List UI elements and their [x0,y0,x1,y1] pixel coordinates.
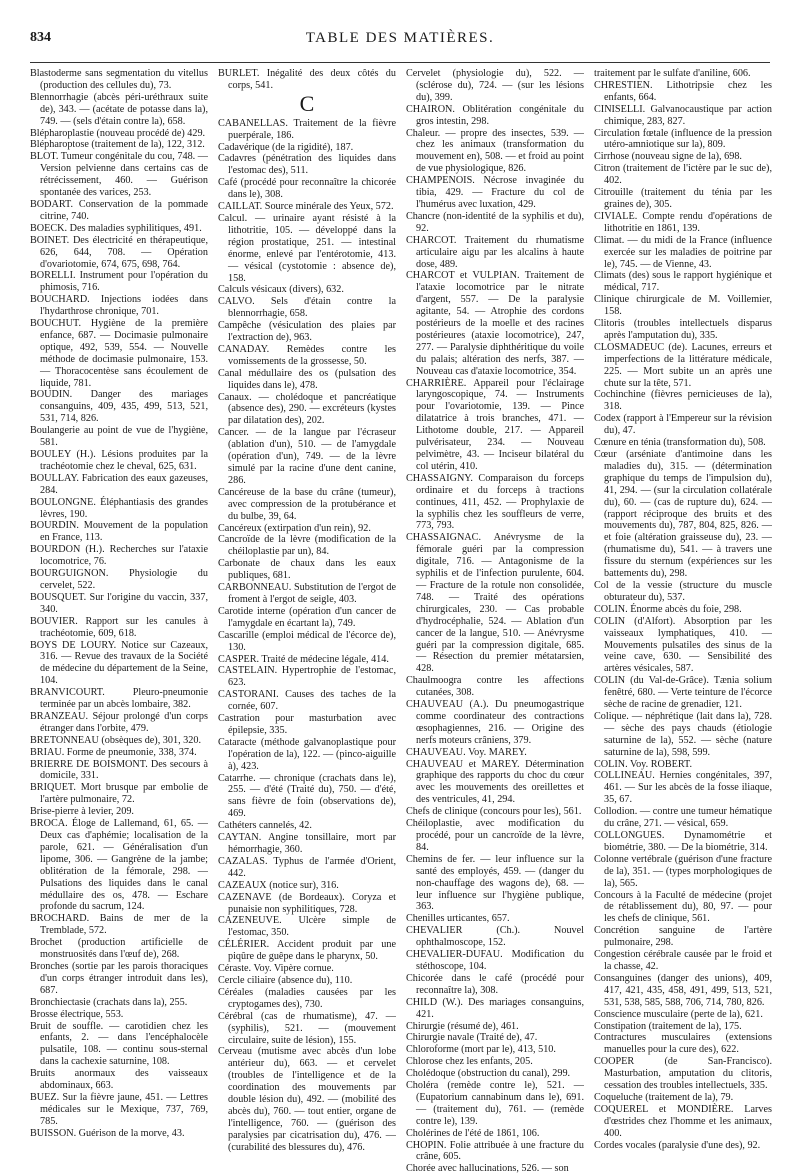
index-entry: Cholédoque (obstruction du canal), 299. [406,1068,571,1080]
index-entry: COLIN (du Val-de-Grâce). Tænia solium fenêtré, 680. — Verte teinture de l'écorce sèche de racine de grenadier, 121. [594,675,772,711]
index-column-2 [218,68,396,1153]
index-entry: Brosse électrique, 553. [30,1008,124,1020]
index-entry: Cholérines de l'été de 1861, 106. [406,1127,540,1139]
index-entry: Contractures musculaires (extensions manuelles pour la cure des), 622. [594,1032,772,1056]
index-entry: CHARCOT et VULPIAN. Traitement de l'ataxie locomotrice par le nitrate d'argent, 557. — De la paralysie agitante, 54. — Atrophie des cordons postérieurs de la moelle et des racines postérieures (ataxie locomotrice), 247, 277. — Paralysie diphthéritique du voile du palais; altération des nerfs, 387. — Nouveau cas d'ataxie locomotrice, 354. [406,270,584,377]
index-entry: Carbonate de chaux dans les eaux publiques, 681. [218,558,396,582]
index-entry: Citrouille (traitement du ténia par les graines de), 305. [594,187,772,210]
page-header [30,30,770,54]
index-entry: CAZENEUVE. Ulcère simple de l'estomac, 350. [218,915,396,939]
index-entry: Cadavérique (de la rigidité), 187. [218,141,354,153]
index-entry: BOULLAY. Fabrication des eaux gazeuses, 284. [30,472,208,496]
index-entry: BRANVICOURT. Pleuro-pneumonie terminée par un abcès lombaire, 382. [30,687,208,711]
index-entry: CALVO. Sels d'étain contre la blennorrhagie, 658. [218,296,396,320]
index-entry: BOULEY (H.). Lésions produites par la trachéotomie chez le cheval, 625, 631. [30,449,208,472]
index-entry: Cercle ciliaire (absence du), 110. [218,974,353,986]
index-entry: BLOT. Tumeur congénitale du cou, 748. — Version pelvienne dans certains cas de rétrécissement, 460. — Guérison spontanée des varices, 253. [30,151,208,199]
index-entry: BURLET. Inégalité des deux côtés du corps, 541. [218,68,396,91]
index-entry: CHAIRON. Oblitération congénitale du gros intestin, 298. [406,103,584,127]
index-entry: COQUEREL et MONDIÈRE. Larves d'œstrides chez l'homme et les animaux, 400. [594,1103,772,1139]
index-entry: Chorée avec hallucinations, 526. — son [406,1163,569,1175]
index-entry: Chicorée dans le café (procédé pour reconnaître la), 308. [406,972,584,996]
index-entry: CLOSMADEUC (de). Lacunes, erreurs et imperfections de la littérature médicale, 225. — Mort subite un an après une chute sur la tête, 571. [594,341,772,389]
index-entry: Bronches (sortie par les parois thoraciques d'un corps étranger introduit dans les), 687. [30,960,208,996]
index-entry: CASTORANI. Causes des taches de la cornée, 607. [218,689,396,713]
index-entry: Chancre (non-identité de la syphilis et du), 92. [406,210,584,234]
index-entry: CANADAY. Remèdes contre les vomissements de la grossesse, 50. [218,343,396,367]
index-entry: CAZEAUX (notice sur), 316. [218,879,339,891]
index-entry: Cancéreux (extirpation d'un rein), 92. [218,522,371,534]
index-entry: CABANELLAS. Traitement de la fièvre puerpérale, 186. [218,117,396,141]
index-entry: Col de la vessie (structure du muscle obturateur du), 537. [594,579,772,603]
index-column-3 [406,68,584,1175]
index-entry: Bronchiectasie (crachats dans la), 255. [30,996,188,1008]
index-entry: CHARRIÈRE. Appareil pour l'éclairage laryngoscopique, 74. — Instruments pour l'ovariotomie, 139. — Pince dilatatrice à trois branches, 471. — Lithotome double, 217. — Appareil pulvérisateur, 234. — Nouveau pelvimètre, 43. — Inciseur bilatéral du col utérin, 410. [406,377,584,472]
index-entry: Cérébral (cas de rhumatisme), 47. — (syphilis), 521. — (mouvement circulaire, suite de lésion), 155. [218,1010,396,1046]
index-entry: CHEVALIER (Ch.). Nouvel ophthalmoscope, 152. [406,925,584,949]
index-entry: CAZENAVE (de Bordeaux). Coryza et punaisie non syphilitiques, 728. [218,891,396,915]
index-entry: CHAUVEAU. Voy. MAREY. [406,746,527,758]
index-entry: Constipation (traitement de la), 175. [594,1020,742,1032]
index-entry: Chaleur. — propre des insectes, 539. — chez les animaux (transformation du mouvement en), 508. — et froid au point de vue physiologique, 826. [406,127,584,175]
index-entry: Cathéters cannelés, 42. [218,820,312,832]
index-entry: BOURGUIGNON. Physiologie du cervelet, 522. [30,568,208,591]
index-entry: BUEZ. Sur la fièvre jaune, 451. — Lettres médicales sur le Mexique, 737, 769, 785. [30,1091,208,1127]
index-entry: Café (procédé pour reconnaître la chicorée dans le), 308. [218,177,396,201]
index-entry: Cervelet (physiologie du), 522. — (sclérose du), 724. — (sur les lésions du), 399. [406,68,584,103]
index-entry: Canal médullaire des os (pulsation des liquides dans le), 478. [218,367,396,391]
index-entry: BODART. Conservation de la pommade citrine, 740. [30,198,208,222]
header-rule [30,62,770,63]
index-entry: CIVIALE. Compte rendu d'opérations de lithotritie en 1861, 139. [594,210,772,234]
index-entry: CHAUVEAU et MAREY. Détermination graphique des rapports du choc du cœur avec les mouvements des oreillettes et des ventricules, 41, 294. [406,758,584,806]
index-entry: Brochet (production artificielle de monstruosités dans l'œuf de), 268. [30,937,208,961]
index-entry: CHEVALIER-DUFAU. Modification du stéthoscope, 104. [406,949,584,972]
page-number: 834 [30,30,51,45]
index-entry: Calcul. — urinaire ayant résisté à la lithotritie, 105. — développé dans la région prostatique, 251. — intestinal énorme, enlevé par l'entérotomie, 413. — vésical (cystotomie : absence de), 158. [218,212,396,284]
index-entry: Cancéreuse de la base du crâne (tumeur), avec compression de la protubérance et du bulbe, 39, 64. [218,486,396,522]
index-entry: Conscience musculaire (perte de la), 621. [594,1008,763,1020]
index-entry: Carotide interne (opération d'un cancer de l'amygdale en écartant la), 749. [218,605,396,629]
index-entry: Castration pour masturbation avec épilepsie, 335. [218,713,396,736]
index-entry: CHOPIN. Folie attribuée à une fracture du crâne, 605. [406,1139,584,1163]
index-entry: COLLONGUES. Dynamométrie et biométrie, 380. — De la biométrie, 314. [594,830,772,853]
index-entry: CÉLÉRIER. Accident produit par une piqûre de guêpe dans le pharynx, 50. [218,939,396,963]
index-entry: CASTELAIN. Hypertrophie de l'estomac, 623. [218,665,396,689]
index-entry: CHAMPENOIS. Nécrose invaginée du tibia, 429. — Fracture du col de l'humérus avec luxation, 429. [406,175,584,210]
index-entry: Cochinchine (fièvres pernicieuses de la), 318. [594,389,772,413]
index-entry: Canaux. — cholédoque et pancréatique (absence des), 290. — excréteurs (kystes par dilatation des), 202. [218,391,396,427]
index-entry: Colique. — néphrétique (lait dans la), 728. — sèche des pays chauds (étiologie saturnine de la), 552. — sèche (nature saturnine de la), 598, 599. [594,710,772,758]
index-entry: Céréales (maladies causées par les cryptogames des), 730. [218,986,396,1010]
index-entry: Cancer. — de la langue par l'écraseur (ablation d'un), 510. — de l'amygdale (opération d'un), 749. — de la lèvre simulé par la racine d'une dent canine, 286. [218,427,396,486]
index-entry: COLIN. Énorme abcès du foie, 298. [594,603,742,615]
index-entry: Chaulmoogra contre les affections cutanées, 308. [406,675,584,699]
index-entry: BOECK. Des maladies syphilitiques, 491. [30,222,202,234]
index-entry: Céraste. Voy. Vipère cornue. [218,963,334,975]
index-entry: Citron (traitement de l'ictère par le suc de), 402. [594,163,772,187]
index-entry: Choléra (remède contre le), 521. — (Eupatorium cannabinum dans le), 691. — (traitement du), 761. — (remède contre le), 139. [406,1080,584,1127]
index-entry: Campêche (vésiculation des plaies par l'extraction de), 963. [218,320,396,344]
index-entry: BOURDON (H.). Recherches sur l'ataxie locomotrice, 76. [30,544,208,568]
section-letter: C [299,90,315,116]
index-entry: BROCHARD. Bains de mer de la Tremblade, 572. [30,913,208,937]
index-entry: Chirurgie (résumé de), 461. [406,1020,519,1032]
index-entry: Cerveau (mutisme avec abcès d'un lobe antérieur du), 663. — et cervelet (troubles de l'intelligence et de la coordination des mouvements par double lésion du), 492. — (mobilité des abcès du), 760. — tout entier, organe de l'intelligence, 760. — (guérison des paralysies par cicatrisation du), 476. — (curabilité des blessures du), 476. [218,1046,396,1153]
index-entry: Cascarille (emploi médical de l'écorce de), 130. [218,629,396,653]
index-columns [30,68,772,1175]
index-entry: BROCA. Éloge de Lallemand, 61, 65. — Deux cas d'aphémie; localisation de la parole, 621. — Généralisation d'un lipome, 306. — Gangrène de la jambe; oblitération de la fémorale, 298. — Pulsations des liquides dans le canal médullaire des os, 478. — Eschare profonde du sacrum, 124. [30,818,208,913]
index-entry: BUISSON. Guérison de la morve, 43. [30,1127,185,1139]
index-entry: CHAUVEAU (A.). Du pneumogastrique comme coordinateur des contractions œsophagiennes, 216. — Origine des nerfs moteurs crâniens, 379. [406,699,584,746]
index-entry: Consanguines (danger des unions), 409, 417, 421, 435, 458, 491, 499, 513, 521, 531, 538, 585, 588, 706, 714, 780, 826. [594,972,772,1008]
index-entry: Congestion cérébrale causée par le froid et la chasse, 42. [594,949,772,972]
index-entry: Concrétion sanguine de l'artère pulmonaire, 298. [594,925,772,949]
index-entry: CHRESTIEN. Lithotripsie chez les enfants, 664. [594,79,772,103]
index-entry: Circulation fœtale (influence de la pression utéro-amniotique sur la), 809. [594,127,772,151]
index-entry: Cancroïde de la lèvre (modification de la chéiloplastie par un), 84. [218,534,396,558]
index-entry: BRIAU. Forme de pneumonie, 338, 374. [30,746,197,758]
index-entry: Clitoris (troubles intellectuels disparus après l'amputation du), 335. [594,318,772,341]
index-entry: BOUDIN. Danger des mariages consanguins, 409, 435, 499, 513, 521, 531, 714, 826. [30,389,208,425]
index-entry: BRANZEAU. Séjour prolongé d'un corps étranger dans l'orbite, 479. [30,710,208,734]
index-entry: CHASSAIGNY. Comparaison du forceps ordinaire et du forceps à tractions continues, 411, 452. — Prophylaxie de la syphilis chez les souffleurs de verre, 773, 793. [406,472,584,532]
index-entry: Collodion. — contre une tumeur hématique du crâne, 271. — vésical, 659. [594,806,772,830]
index-entry: Boulangerie au point de vue de l'hygiène, 581. [30,425,208,449]
index-entry: CAZALAS. Typhus de l'armée d'Orient, 442. [218,855,396,879]
index-entry: Brise-pierre à levier, 209. [30,806,134,818]
index-entry: Blastoderme sans segmentation du vitellus (production des cellules du), 73. [30,68,208,91]
index-entry: Calculs vésicaux (divers), 632. [218,284,344,296]
index-entry: Colonne vertébrale (guérison d'une fracture de la), 351. — (types morphologiques de la), 565. [594,853,772,889]
index-entry: Cœur (arséniate d'antimoine dans les maladies du), 315. — (détermination graphique du temps de l'impulsion du), 41, 294. — (sur la circulation collatérale du), 60. — (cas de rupture du), 624. — (rapport réciproque des bruits et des mouvements du), 787, 804, 825, 826. — et foie (altération graisseuse du), 23. — (rhumatisme du), 541. — à travers une fissure du sternum (expériences sur les battements du), 298. [594,449,772,580]
index-entry: Concours à la Faculté de médecine (projet de rétablissement du), 80, 97. — pour les chefs de clinique, 561. [594,889,772,925]
index-entry: CHILD (W.). Des mariages consanguins, 421. [406,996,584,1020]
index-entry: Bruit de souffle. — carotidien chez les enfants, 2. — dans l'encéphalocèle pulsatile, 108. — continu sous-sternal dans la cachexie saturnine, 108. [30,1020,208,1068]
index-entry: Cirrhose (nouveau signe de la), 698. [594,151,742,163]
index-entry: BOYS DE LOURY. Notice sur Cazeaux, 316. — Revue des travaux de la Société de médecine du département de la Seine, 104. [30,639,208,687]
index-entry: COOPER (de San-Francisco). Masturbation, amputation du clitoris, cessation des troubles intellectuels, 335. [594,1056,772,1092]
index-entry: BOUVIER. Rapport sur les canules à trachéotomie, 609, 618. [30,615,208,639]
index-entry: Coqueluche (traitement de la), 79. [594,1091,734,1103]
index-entry: BOURDIN. Mouvement de la population en France, 113. [30,520,208,544]
page-title: TABLE DES MATIÈRES. [305,30,495,46]
index-entry: Cataracte (méthode galvanoplastique pour l'opération de la), 122. — (pinco-aiguille à), 423. [218,736,396,772]
index-entry: Cordes vocales (paralysie d'une des), 92. [594,1139,761,1151]
index-column-4 [594,68,772,1151]
index-entry: CHARCOT. Traitement du rhumatisme articulaire aigu par les alcalins à haute dose, 489. [406,234,584,270]
index-entry: COLIN. Voy. ROBERT. [594,758,693,770]
index-entry: CAYTAN. Angine tonsillaire, mort par hémorrhagie, 360. [218,832,396,855]
index-entry: Blennorrhagie (abcès péri-uréthraux suite de), 343. — (acétate de potasse dans la), 749. — (sels d'étain contre la), 658. [30,91,208,127]
index-entry: CHASSAIGNAC. Anévrysme de la fémorale guéri par la compression digitale, 716. — Antagonisme de la syphilis et de l'infection purulente, 604. — Fracture de la rotule non consolidée, 748. — Traité des opérations chirurgicales, 230. — Cas probable d'hydrocéphalie, 524. — Ablation d'un cancer de la langue, 510. — Anévrysme guéri par la compression digitale, 685. — Résection du premier métatarsien, 428. [406,532,584,675]
index-entry: Blépharoptose (traitement de la), 122, 312. [30,139,205,151]
index-entry: CAILLAT. Source minérale des Yeux, 572. [218,201,394,213]
index-entry: BORELLI. Instrument pour l'opération du phimosis, 716. [30,270,208,294]
index-entry: Codex (rapport à l'Empereur sur la révision du), 47. [594,413,772,437]
index-entry: Climats (des) sous le rapport hygiénique et médical, 717. [594,270,772,294]
index-entry: Climat. — du midi de la France (influence exercée sur les maladies de poitrine par le), 745. — de Vienne, 43. [594,234,772,270]
index-entry: Chéiloplastie, avec modification du procédé, pour un cancroïde de la lèvre, 84. [406,818,584,853]
index-entry: Cadavres (pénétration des liquides dans l'estomac des), 511. [218,153,396,177]
index-entry: BRETONNEAU (obsèques de), 301, 320. [30,734,201,746]
index-entry: BOULONGNE. Éléphantiasis des grandes lèvres, 190. [30,496,208,520]
index-entry: CASPER. Traité de médecine légale, 414. [218,653,389,665]
index-entry: BOUCHARD. Injections iodées dans l'hydarthrose chronique, 701. [30,294,208,318]
index-entry: Clinique chirurgicale de M. Voillemier, 158. [594,294,772,318]
index-entry: CARBONNEAU. Substitution de l'ergot de froment à l'ergot de seigle, 403. [218,582,396,605]
index-entry: Chlorose chez les enfants, 205. [406,1056,533,1068]
index-entry: COLLINEAU. Hernies congénitales, 397, 461. — Sur les abcès de la fosse iliaque, 35, 67. [594,770,772,806]
index-entry: BRIERRE DE BOISMONT. Des secours à domicile, 331. [30,758,208,782]
index-entry: Chefs de clinique (concours pour les), 561. [406,806,582,818]
index-entry: Bruits anormaux des vaisseaux abdominaux, 663. [30,1068,208,1092]
index-entry: CINISELLI. Galvanocaustique par action chimique, 283, 827. [594,103,772,127]
index-entry: Chemins de fer. — leur influence sur la santé des employés, 459. — (danger du non-chauffage des wagons de), 68. — leur influence sur l'hygiène publique, 363. [406,853,584,913]
index-entry: Blépharoplastie (nouveau procédé de) 429. [30,127,206,139]
index-entry: BOINET. Des électricité en thérapeutique, 626, 644, 708. — Opération d'ovariotomie, 674, 675, 698, 764. [30,234,208,270]
index-entry: Chenilles urticantes, 657. [406,913,510,925]
index-entry: COLIN (d'Alfort). Absorption par les vaisseaux lymphatiques, 410. — Mouvements pulsatiles des sinus de la veine cave, 630. — Sensibilité des artères vésicales, 587. [594,615,772,675]
index-entry: BOUSQUET. Sur l'origine du vaccin, 337, 340. [30,591,208,615]
index-column-1 [30,68,208,1139]
index-entry: Chloroforme (mort par le), 413, 510. [406,1044,556,1056]
index-entry: traitement par le sulfate d'aniline, 606. [594,68,751,79]
index-entry: Catarrhe. — chronique (crachats dans le), 255. — d'été (Traité du), 750. — d'été, sans fièvre de foin (observations de), 469. [218,772,396,820]
index-entry: BRIQUET. Mort brusque par embolie de l'artère pulmonaire, 72. [30,782,208,806]
index-entry: BOUCHUT. Hygiène de la première enfance, 687. — Docimasie pulmonaire optique, 492, 539, 554. — Nouvelle méthode de docimasie pulmonaire, 153. — Thoracocentèse sans écoulement de liquide, 781. [30,318,208,389]
index-entry: Cœnure en ténia (transformation du), 508. [594,437,766,449]
index-entry: Chirurgie navale (Traité de), 47. [406,1032,538,1044]
